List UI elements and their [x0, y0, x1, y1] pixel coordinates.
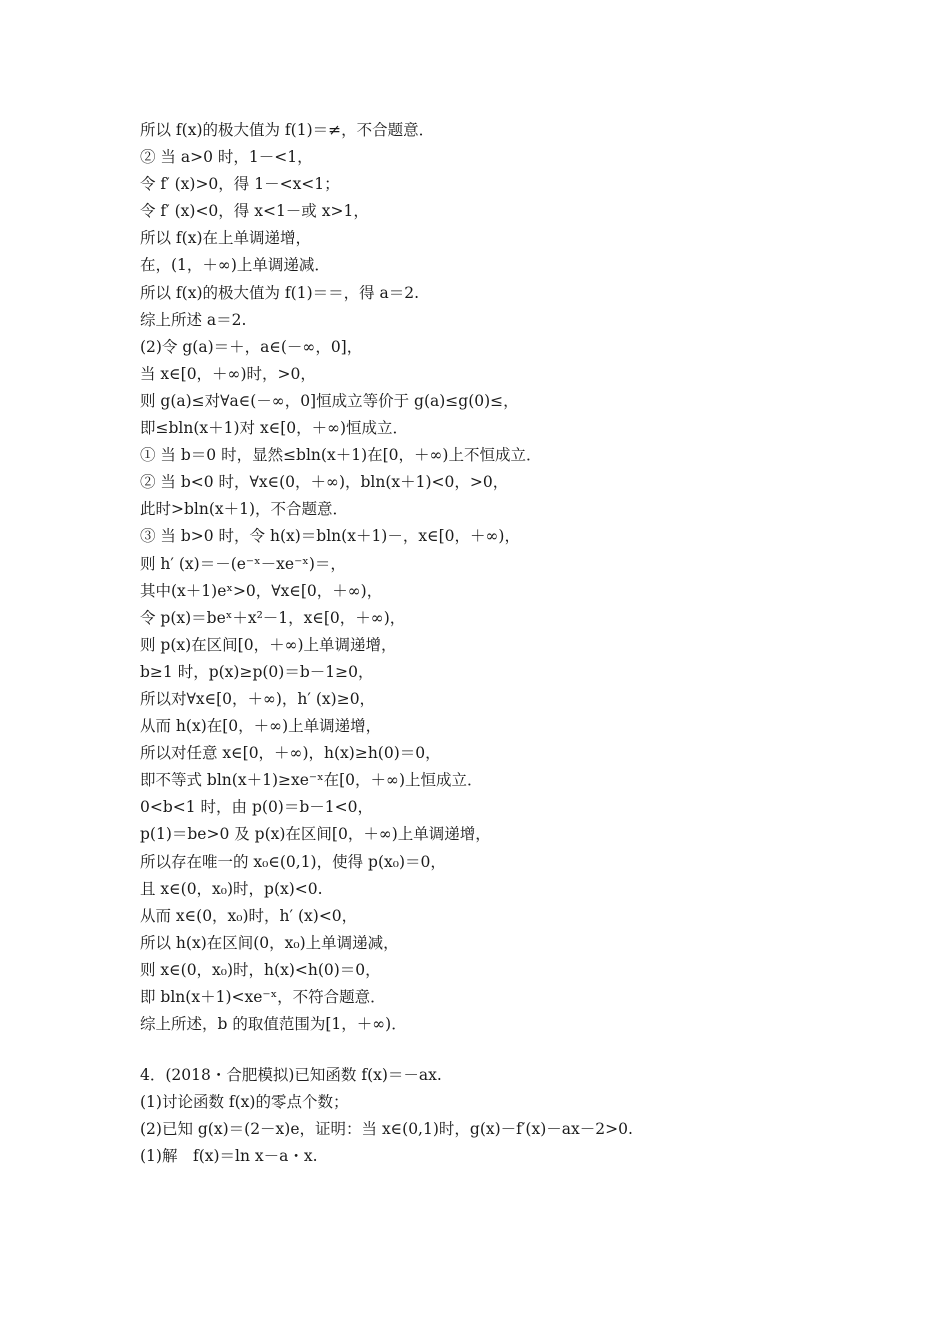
- problem-4-solution-start: (1)解 f(x)＝ln x－a・x.: [140, 1147, 318, 1166]
- problem-4-part-1: (1)讨论函数 f(x)的零点个数；: [140, 1093, 349, 1112]
- text-line: 令 f′ (x)<0，得 x<1－或 x>1，: [140, 202, 369, 221]
- text-line: 所以对任意 x∈[0，＋∞)，h(x)≥h(0)＝0，: [140, 744, 441, 763]
- text-line: 所以 f(x)的极大值为 f(1)＝＝，得 a＝2.: [140, 283, 420, 302]
- text-line: 则 g(a)≤对∀a∈(－∞，0]恒成立等价于 g(a)≤g(0)≤，: [140, 391, 519, 410]
- text-line: p(1)＝be>0 及 p(x)在区间[0，＋∞)上单调递增，: [140, 825, 491, 844]
- text-line: 所以 f(x)的极大值为 f(1)＝≠，不合题意．: [140, 121, 435, 139]
- text-line: 所以 f(x)在上单调递增，: [140, 229, 312, 248]
- text-line: 所以存在唯一的 x₀∈(0,1)，使得 p(x₀)＝0，: [140, 852, 446, 871]
- text-line: 从而 x∈(0，x₀)时，h′ (x)<0，: [140, 906, 358, 925]
- text-line: 则 p(x)在区间[0，＋∞)上单调递增，: [140, 635, 397, 654]
- text-line: 所以 h(x)在区间(0，x₀)上单调递减，: [140, 933, 399, 952]
- text-line: 且 x∈(0，x₀)时，p(x)<0.: [140, 879, 323, 898]
- text-line: 令 p(x)＝beˣ＋x²－1，x∈[0，＋∞)，: [140, 608, 406, 627]
- text-line: 当 x∈[0，＋∞)时，>0，: [140, 364, 316, 383]
- solution-section: [140, 117, 900, 1038]
- text-line: 即 bln(x＋1)<xe⁻ˣ，不符合题意．: [140, 988, 386, 1006]
- document-body: [140, 117, 900, 1171]
- text-line: 即≤bln(x＋1)对 x∈[0，＋∞)恒成立．: [140, 419, 409, 438]
- problem-4-part-2: (2)已知 g(x)＝(2－x)e，证明：当 x∈(0,1)时，g(x)－f′(x)－ax－2>0.: [140, 1120, 633, 1139]
- text-line: 在，(1，＋∞)上单调递减．: [140, 256, 330, 275]
- text-line: 则 x∈(0，x₀)时，h(x)<h(0)＝0，: [140, 960, 381, 979]
- text-line: (2)令 g(a)＝＋，a∈(－∞，0]，: [140, 337, 363, 356]
- text-line: 此时>bln(x＋1)，不合题意．: [140, 500, 349, 519]
- problem-4-heading: 4．(2018・合肥模拟)已知函数 f(x)＝－ax.: [140, 1066, 442, 1085]
- text-line: 综上所述，b 的取值范围为[1，＋∞)．: [140, 1015, 407, 1034]
- text-line: 令 f′ (x)>0，得 1－<x<1；: [140, 175, 340, 194]
- text-line: 0<b<1 时，由 p(0)＝b－1<0，: [140, 798, 373, 817]
- text-line: b≥1 时，p(x)≥p(0)＝b－1≥0，: [140, 662, 374, 681]
- problem-4-section: [140, 1062, 900, 1170]
- text-line: ② 当 a>0 时，1－<1，: [140, 148, 313, 167]
- section-gap: [140, 1038, 900, 1062]
- text-line: 从而 h(x)在[0，＋∞)上单调递增，: [140, 717, 382, 736]
- text-line: ② 当 b<0 时，∀x∈(0，＋∞)，bln(x＋1)<0，>0，: [140, 473, 509, 492]
- text-line: ① 当 b＝0 时，显然≤bln(x＋1)在[0，＋∞)上不恒成立．: [140, 446, 542, 465]
- text-line: 即不等式 bln(x＋1)≥xe⁻ˣ在[0，＋∞)上恒成立．: [140, 771, 483, 790]
- text-line: 其中(x＋1)eˣ>0，∀x∈[0，＋∞)，: [140, 581, 383, 600]
- text-line: ③ 当 b>0 时，令 h(x)＝bln(x＋1)－，x∈[0，＋∞)，: [140, 527, 520, 546]
- text-line: 综上所述 a＝2.: [140, 310, 247, 329]
- text-line: 所以对∀x∈[0，＋∞)，h′ (x)≥0，: [140, 689, 376, 708]
- text-line: 则 h′ (x)＝－(e⁻ˣ－xe⁻ˣ)＝，: [140, 554, 346, 573]
